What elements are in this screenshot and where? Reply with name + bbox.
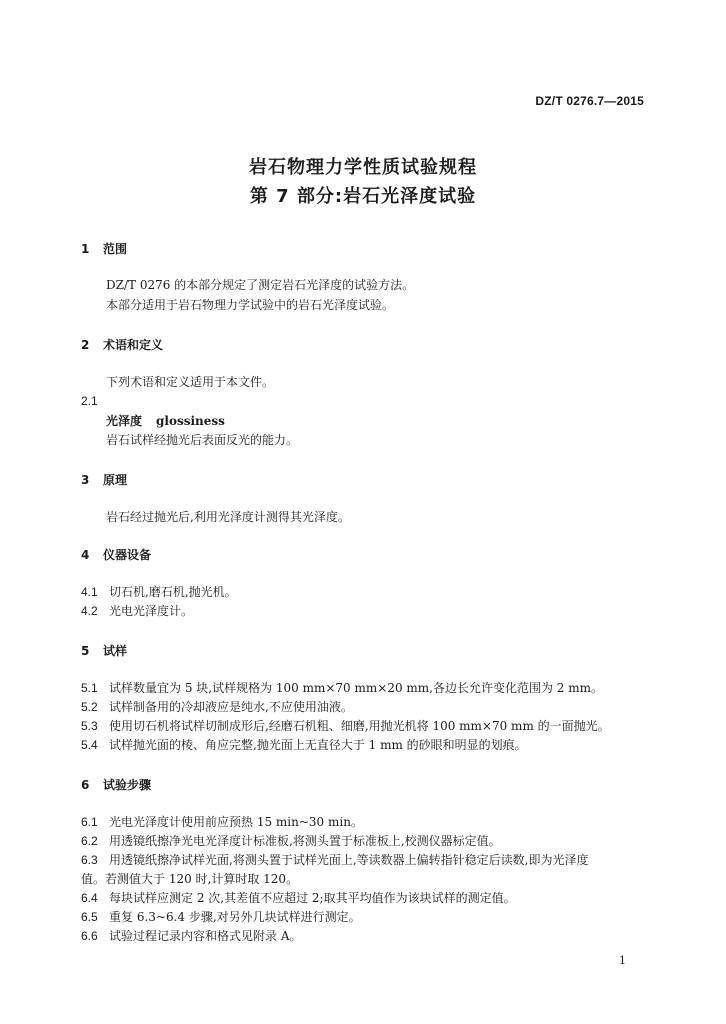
section-title: 原理 [103, 473, 128, 487]
term-definition: 岩石试样经抛光后表面反光的能力。 [106, 433, 299, 447]
page-number: 1 [619, 954, 626, 967]
clause-item [81, 680, 603, 696]
clause-text: 试样数量宜为 5 块,试样规格为 100 mm×70 mm×20 mm,各边长允许变化范围为 2 mm。 [109, 681, 604, 695]
section-title: 试验步骤 [103, 778, 152, 792]
clause-number: 4.2 [81, 604, 98, 618]
section-title: 术语和定义 [103, 338, 164, 352]
section-heading-scope [81, 240, 127, 257]
paragraph: 本部分适用于岩石物理力学试验中的岩石光泽度试验。 [106, 298, 395, 312]
clause-text: 切石机,磨石机,抛光机。 [109, 585, 237, 599]
section-heading-terms [81, 336, 163, 353]
section-number: 4 [81, 548, 90, 562]
clause-text: 光电光泽度计使用前应预热 15 min~30 min。 [109, 815, 363, 829]
section-number: 2 [81, 338, 90, 352]
clause-text: 光电光泽度计。 [109, 604, 194, 618]
section-title: 试样 [103, 644, 128, 658]
clause-item [81, 718, 610, 734]
clause-number: 2.1 [81, 394, 98, 408]
paragraph: 下列术语和定义适用于本文件。 [106, 375, 275, 389]
clause-item [81, 603, 193, 619]
clause-number: 5.1 [81, 681, 98, 695]
paragraph: DZ/T 0276 的本部分规定了测定岩石光泽度的试验方法。 [106, 278, 415, 292]
section-heading-apparatus [81, 546, 151, 563]
clause-item [81, 890, 516, 906]
clause-text: 使用切石机将试样切制成形后,经磨石机粗、细磨,用抛光机将 100 mm×70 mm 的一面抛光。 [109, 719, 610, 733]
clause-number: 6.6 [81, 929, 98, 943]
clause-item [81, 699, 353, 715]
clause-text: 每块试样应测定 2 次,其差值不应超过 2;取其平均值作为该块试样的测定值。 [109, 891, 516, 905]
clause-number: 5.4 [81, 738, 98, 752]
section-number: 5 [81, 644, 90, 658]
section-heading-specimens [81, 642, 127, 659]
clause-number: 5.2 [81, 700, 98, 714]
section-number: 6 [81, 778, 90, 792]
section-number: 3 [81, 473, 90, 487]
clause-number: 5.3 [81, 719, 98, 733]
clause-text: 重复 6.3~6.4 步骤,对另外几块试样进行测定。 [109, 910, 361, 924]
clause-item [81, 909, 361, 925]
section-title: 范围 [103, 242, 128, 256]
clause-number: 6.4 [81, 891, 98, 905]
section-number: 1 [81, 242, 90, 256]
clause-number: 6.5 [81, 910, 98, 924]
clause-text: 试验过程记录内容和格式见附录 A。 [109, 929, 302, 943]
clause-text: 试样抛光面的棱、角应完整,抛光面上无直径大于 1 mm 的砂眼和明显的划痕。 [109, 738, 527, 752]
clause-text: 用透镜纸擦净试样光面,将测头置于试样光面上,等读数器上偏转指针稳定后读数,即为光泽度 [109, 853, 589, 867]
clause-item [81, 814, 363, 830]
paragraph: 岩石经过抛光后,利用光泽度计测得其光泽度。 [106, 510, 350, 524]
document-title: 岩石物理力学性质试验规程 [249, 157, 477, 178]
section-title: 仪器设备 [103, 548, 152, 562]
clause-text: 用透镜纸擦净光电光泽度计标准板,将测头置于标准板上,校测仪器标定值。 [109, 834, 501, 848]
clause-item [81, 584, 237, 600]
document-subtitle: 第 7 部分:岩石光泽度试验 [249, 186, 477, 207]
clause-continuation: 值。若测值大于 120 时,计算时取 120。 [81, 872, 299, 886]
term-chinese: 光泽度 [106, 414, 143, 428]
clause-number: 6.2 [81, 834, 98, 848]
section-heading-principle [81, 471, 127, 488]
clause-number: 4.1 [81, 585, 98, 599]
clause-text: 试样制备用的冷却液应是纯水,不应使用油液。 [109, 700, 353, 714]
term-english: glossiness [156, 414, 225, 428]
clause-item [81, 928, 301, 944]
clause-number: 6.1 [81, 815, 98, 829]
clause-item [81, 737, 527, 753]
standard-code: DZ/T 0276.7—2015 [535, 94, 644, 108]
clause-number: 6.3 [81, 853, 98, 867]
clause-item [81, 852, 588, 868]
clause-item [81, 833, 501, 849]
section-heading-procedure [81, 776, 151, 793]
term-entry [106, 413, 225, 429]
